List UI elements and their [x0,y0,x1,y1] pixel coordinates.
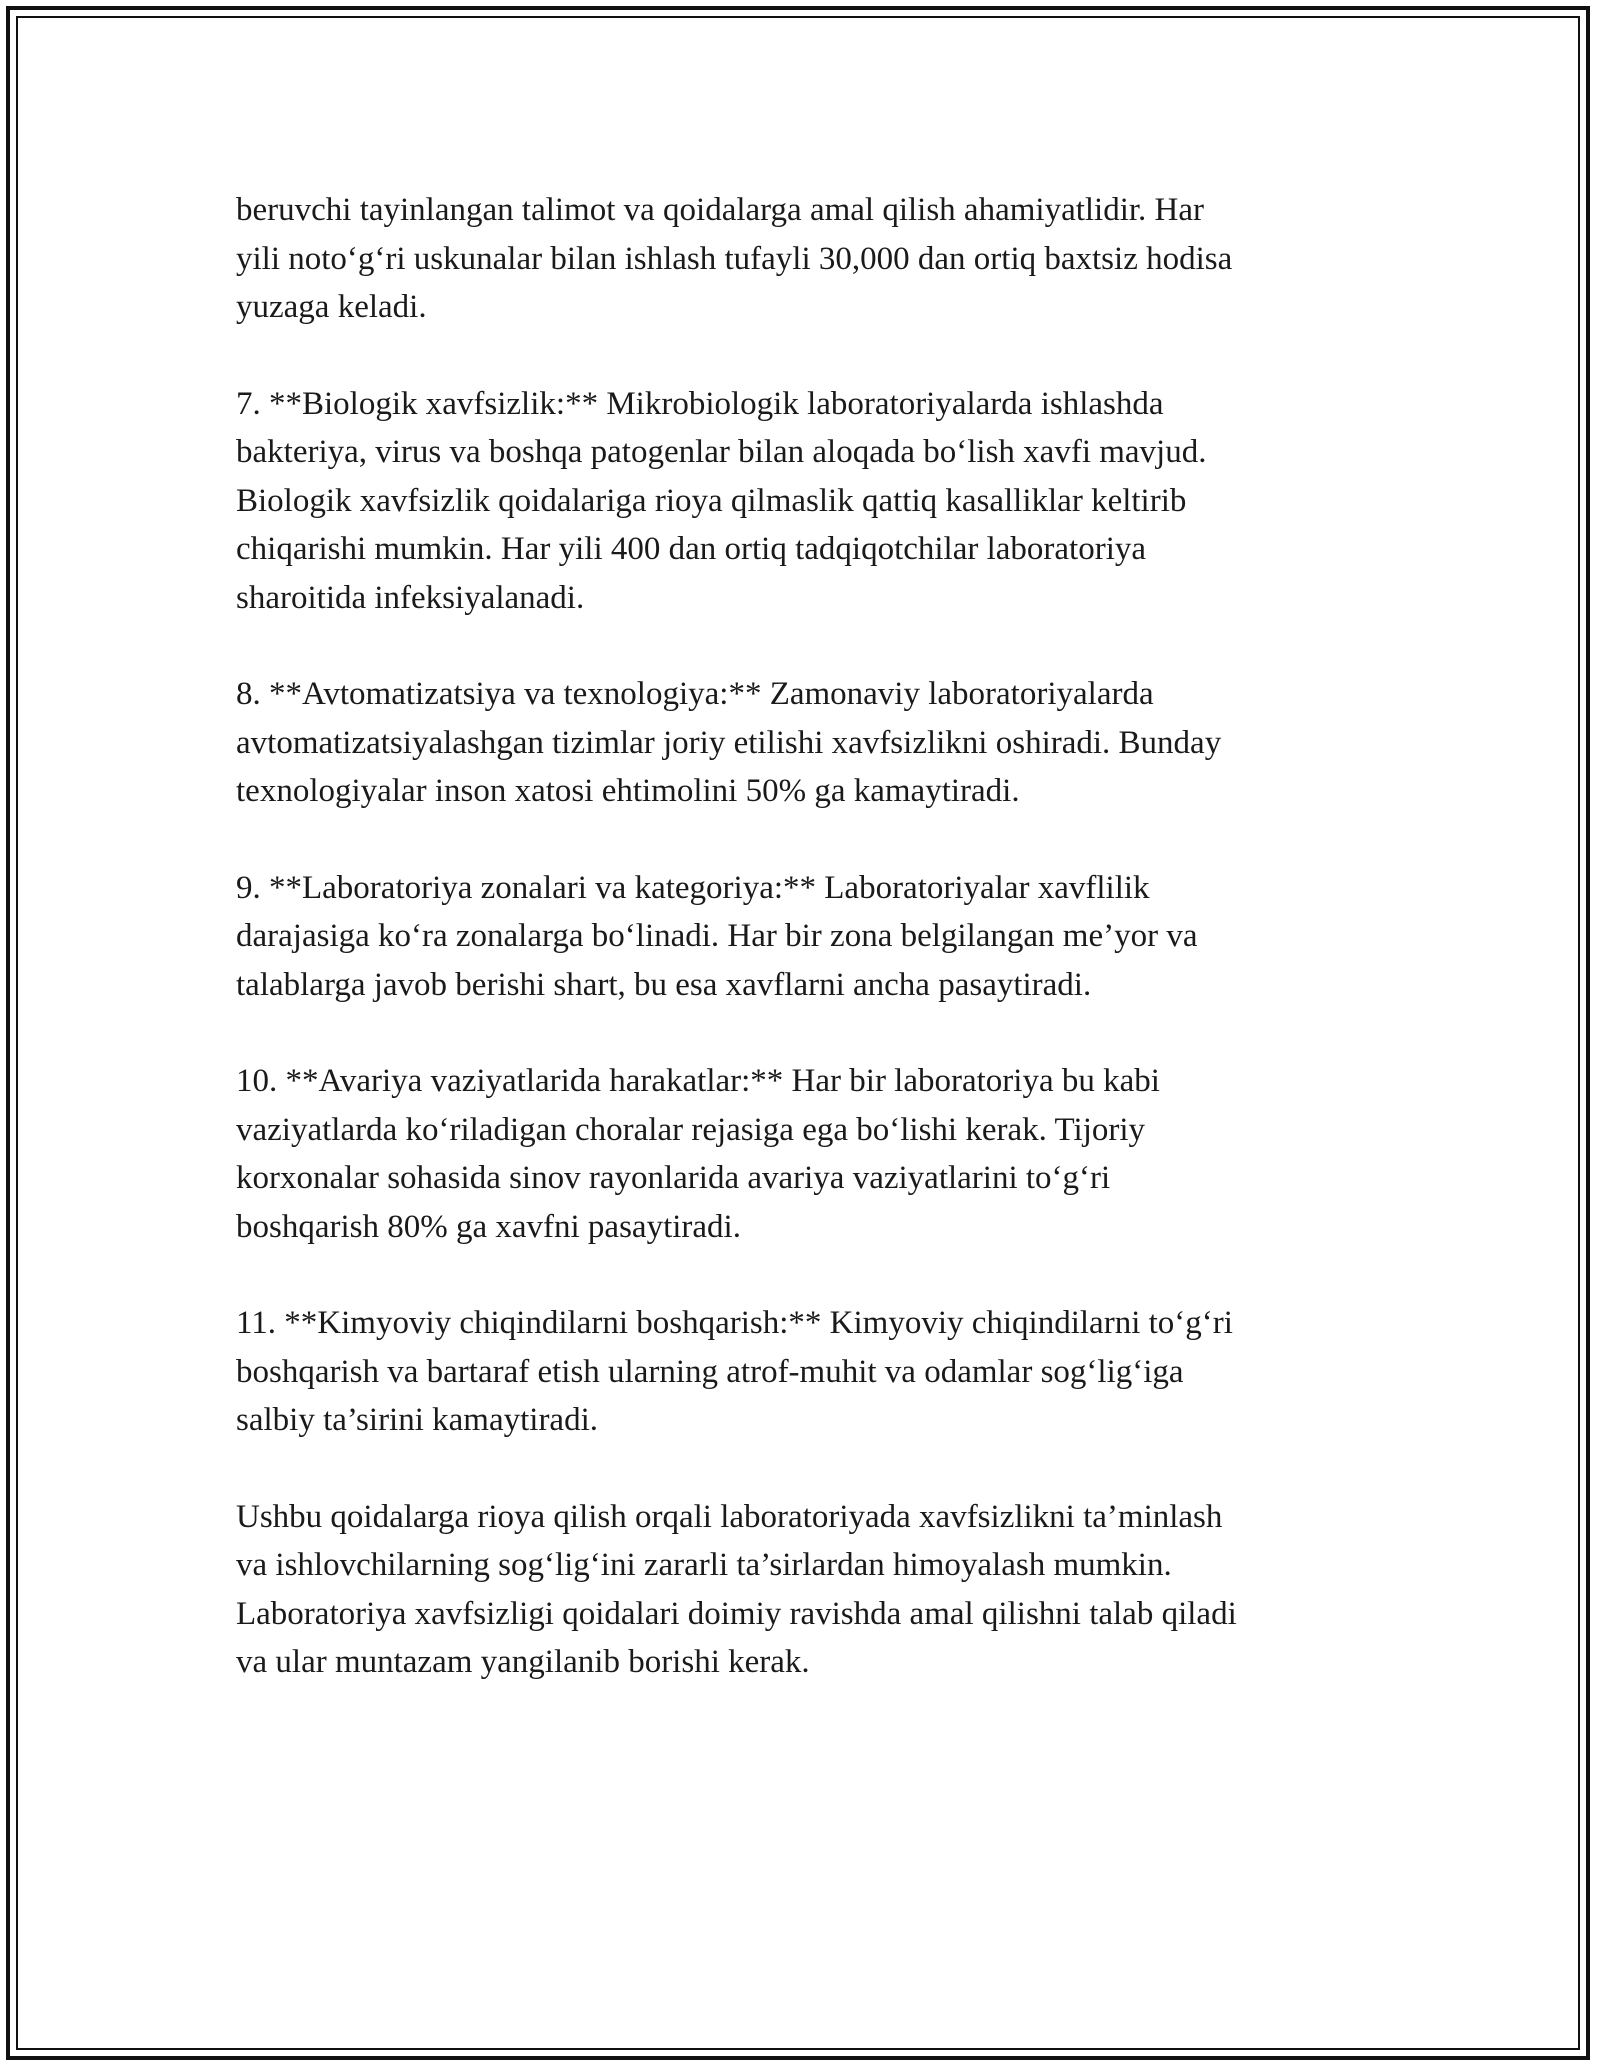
paragraph-lab-zones: 9. **Laboratoriya zonalari va kategoriya:** Laboratoriyalar xavflilik darajasiga ko‘ra zonalarga bo‘linadi. Har bir zona belgilangan me’yor va talablarga javob berishi shart, bu esa xavflarni ancha pasaytiradi. [236,869,1198,1003]
document-body [236,186,1366,1735]
paragraph-conclusion: Ushbu qoidalarga rioya qilish orqali laboratoriyada xavfsizlikni ta’minlash va ishlovchilarning sog‘lig‘ini zararli ta’sirlardan himoyalash mumkin. Laboratoriya xavfsizligi qoidalari doimiy ravishda amal qilishni talab qiladi va ular muntazam yangilanib borishi kerak. [236,1498,1237,1680]
paragraph-emergency-actions: 10. **Avariya vaziyatlarida harakatlar:** Har bir laboratoriya bu kabi vaziyatlarda ko‘riladigan choralar rejasiga ega bo‘lishi kerak. Tijoriy korxonalar sohasida sinov rayonlarida avariya vaziyatlarini to‘g‘ri boshqarish 80% ga xavfni pasaytiradi. [236,1063,1160,1245]
paragraph-continuation: beruvchi tayinlangan talimot va qoidalarga amal qilish ahamiyatlidir. Har yili noto‘g‘ri uskunalar bilan ishlash tufayli 30,000 dan ortiq baxtsiz hodisa yuzaga keladi. [236,192,1233,325]
paragraph-chemical-waste: 11. **Kimyoviy chiqindilarni boshqarish:** Kimyoviy chiqindilarni to‘g‘ri boshqarish va bartaraf etish ularning atrof-muhit va odamlar sog‘lig‘iga salbiy ta’sirini kamaytiradi. [236,1305,1233,1438]
paragraph-biological-safety: 7. **Biologik xavfsizlik:** Mikrobiologik laboratoriyalarda ishlashda bakteriya, virus va boshqa patogenlar bilan aloqada bo‘lish xavfi mavjud. Biologik xavfsizlik qoidalariga rioya qilmaslik qattiq kasalliklar keltirib chiqarishi mumkin. Har yili 400 dan ortiq tadqiqotchilar laboratoriya sharoitida infeksiyalanadi. [236,385,1207,616]
paragraph-automation: 8. **Avtomatizatsiya va texnologiya:** Zamonaviy laboratoriyalarda avtomatizatsiyalashgan tizimlar joriy etilishi xavfsizlikni oshiradi. Bunday texnologiyalar inson xatosi ehtimolini 50% ga kamaytiradi. [236,676,1222,809]
